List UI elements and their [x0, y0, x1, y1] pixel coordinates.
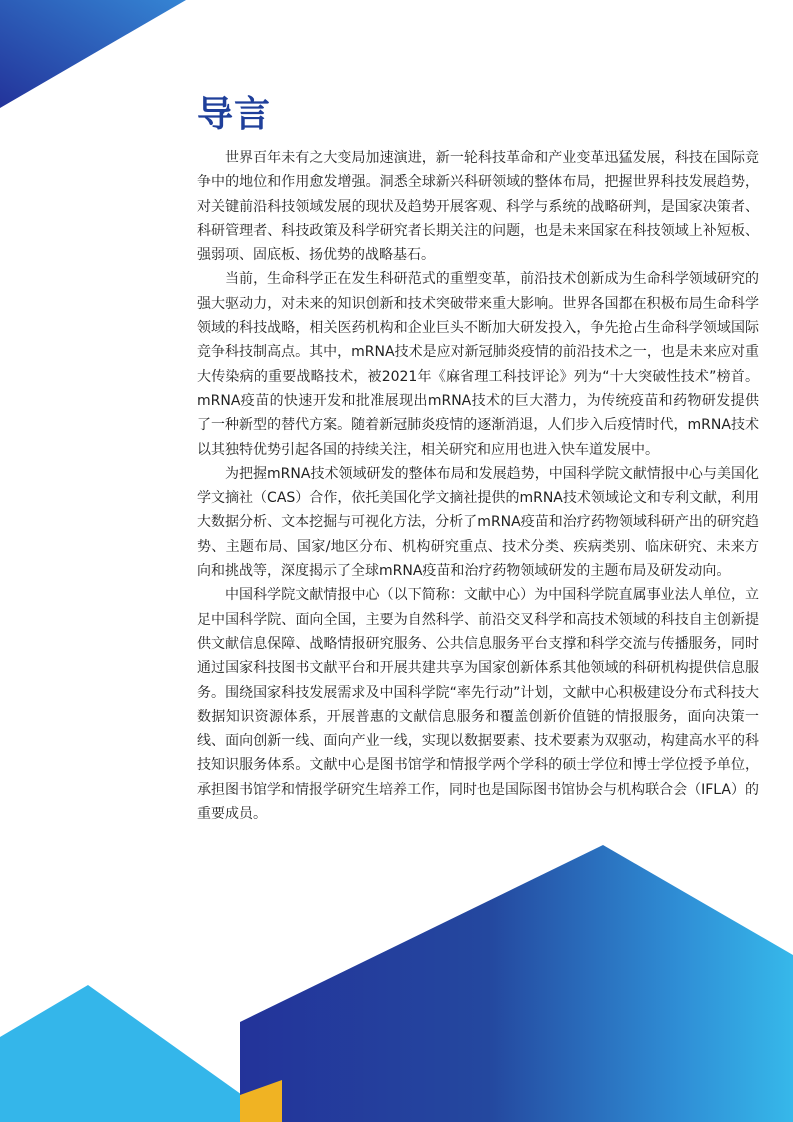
page-title: 导言 — [197, 94, 272, 135]
paragraph: 中国科学院文献情报中心（以下简称：文献中心）为中国科学院直属事业法人单位，立足中国科学院、面向全国，主要为自然科学、前沿交叉科学和高技术领域的科技自主创新提供文献信息保障、战略情报研究服务、公共信息服务平台支撑和科学交流与传播服务，同时通过国家科技图书文献平台和开展共建共享为国家创新体系其他领域的科研机构提供信息服务。围绕国家科技发展需求及中国科学院“率先行动”计划，文献中心积极建设分布式科技大数据知识资源体系，开展普惠的文献信息服务和覆盖创新价值链的情报服务，面向决策一线、面向创新一线、面向产业一线，实现以数据要素、技术要素为双驱动，构建高水平的科技知识服务体系。文献中心是图书馆学和情报学两个学科的硕士学位和博士学位授予单位，承担图书馆学和情报学研究生培养工作，同时也是国际图书馆协会与机构联合会（IFLA）的重要成员。 — [197, 587, 759, 823]
paragraph: 为把握mRNA技术领域研发的整体布局和发展趋势，中国科学院文献情报中心与美国化学文摘社（CAS）合作，依托美国化学文摘社提供的mRNA技术领域论文和专利文献，利用大数据分析、文本挖掘与可视化方法，分析了mRNA疫苗和治疗药物领域科研产出的研究趋势、主题布局、国家/地区分布、机构研究重点、技术分类、疾病类别、临床研究、未来方向和挑战等，深度揭示了全球mRNA疫苗和治疗药物领域研发的主题布局及研发动向。 — [197, 465, 759, 580]
bottom-navy-shape — [240, 845, 793, 1122]
bottom-left-cyan-triangle — [0, 985, 280, 1122]
paragraph: 当前，生命科学正在发生科研范式的重塑变革，前沿技术创新成为生命科学领域研究的强大驱动力，对未来的知识创新和技术突破带来重大影响。世界各国都在积极布局生命科学领域的科技战略，相关医药机构和企业巨头不断加大研发投入，争先抢占生命科学领域国际竞争科技制高点。其中，mRNA技术是应对新冠肺炎疫情的前沿技术之一，也是未来应对重大传染病的重要战略技术，被2021年《麻省理工科技评论》列为“十大突破性技术”榜首。mRNA疫苗的快速开发和批准展现出mRNA技术的巨大潜力，为传统疫苗和药物研发提供了一种新型的替代方案。随着新冠肺炎疫情的逐渐消退，人们步入后疫情时代，mRNA技术以其独特优势引起各国的持续关注，相关研究和应用也进入快车道发展中。 — [197, 271, 759, 458]
gold-corner-shape — [240, 1080, 282, 1122]
paragraph: 世界百年未有之大变局加速演进，新一轮科技革命和产业变革迅猛发展，科技在国际竞争中的地位和作用愈发增强。洞悉全球新兴科研领域的整体布局，把握世界科技发展趋势，对关键前沿科技领域发展的现状及趋势开展客观、科学与系统的战略研判，是国家决策者、科研管理者、科技政策及科学研究者长期关注的问题，也是未来国家在科技领域上补短板、强弱项、固底板、扬优势的战略基石。 — [197, 150, 759, 264]
body-text — [197, 146, 759, 826]
top-left-triangle — [0, 0, 186, 108]
